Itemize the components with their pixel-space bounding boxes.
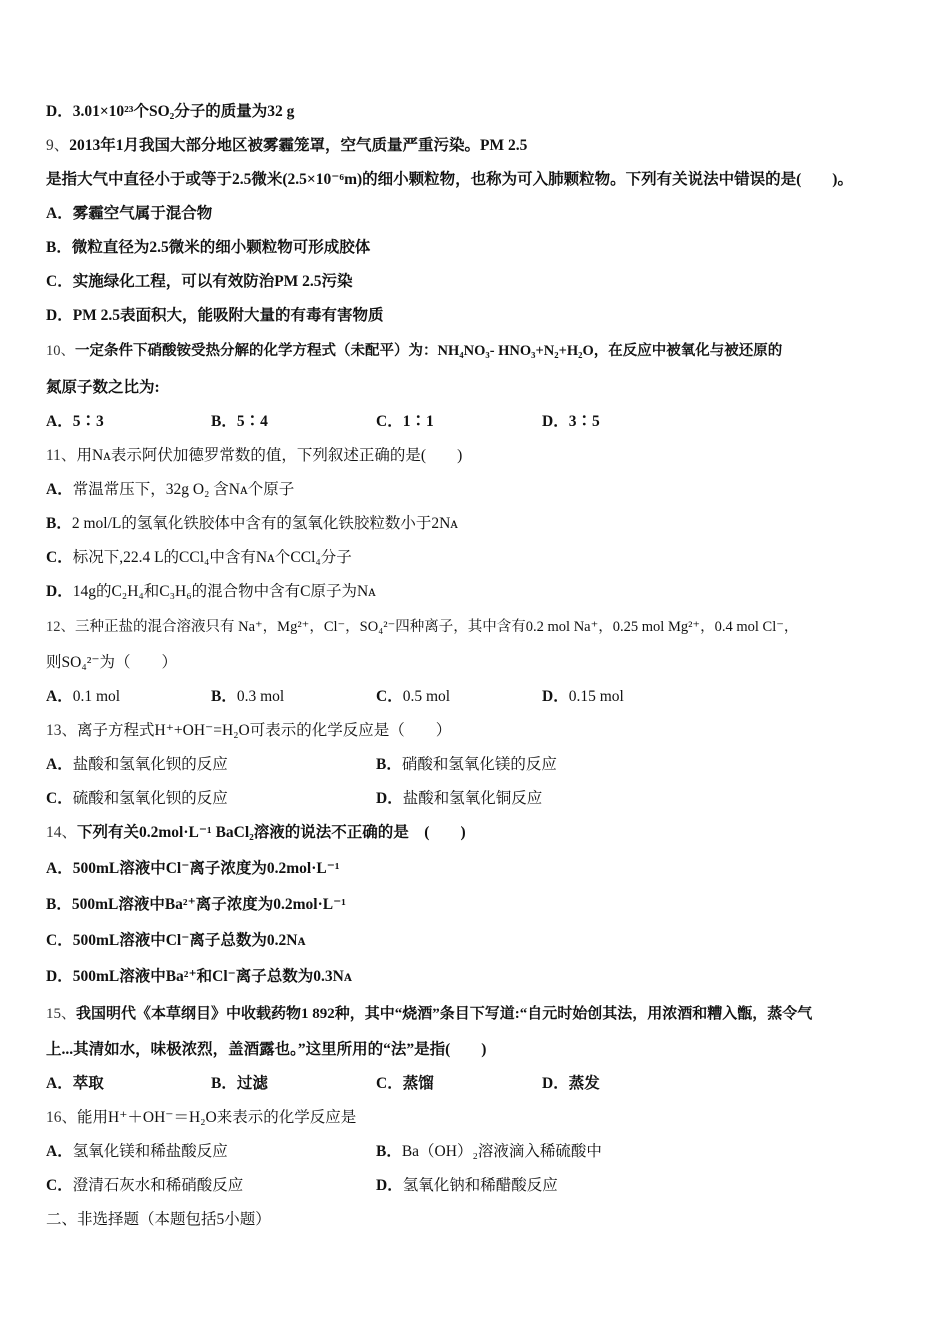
q11-option-a[interactable]: A．常温常压下，32g O₂ 含Nᴀ个原子 — [46, 481, 295, 498]
q15-option-b[interactable]: B．过滤 — [211, 1075, 268, 1092]
q9-option-c[interactable]: C．实施绿化工程，可以有效防治PM 2.5污染 — [46, 273, 353, 290]
q15-number: 15、 — [46, 1006, 77, 1022]
q12-option-d[interactable]: D．0.15 mol — [542, 688, 624, 705]
q9-option-d[interactable]: D．PM 2.5表面积大，能吸附大量的有毒有害物质 — [46, 307, 384, 324]
q11-stem: 11、用Nᴀ表示阿伏加德罗常数的值，下列叙述正确的是( ) — [46, 447, 463, 464]
q11-option-c[interactable]: C．标况下,22.4 L的CCl₄中含有Nᴀ个CCl₄分子 — [46, 549, 352, 566]
q11-option-b[interactable]: B．2 mol/L的氢氧化铁胶体中含有的氢氧化铁胶粒数小于2Nᴀ — [46, 515, 459, 532]
q11-number: 11、 — [46, 447, 77, 464]
prev-question-option-d: D．3.01×10²³个SO₂分子的质量为32 g — [46, 103, 295, 120]
q15-stem-line1: 15、我国明代《本草纲目》中收载药物1 892种，其中“烧酒”条目下写道:“自元时始创其法，用浓酒和糟入甑，蒸令气 — [46, 1006, 813, 1022]
q9-option-a[interactable]: A．雾霾空气属于混合物 — [46, 205, 213, 222]
q10-stem-line1: 10、一定条件下硝酸铵受热分解的化学方程式（未配平）为：NH₄NO₃- HNO₃+N₂+H₂O，在反应中被氧化与被还原的 — [46, 343, 783, 359]
q15-option-a[interactable]: A．萃取 — [46, 1075, 104, 1092]
q14-option-c[interactable]: C．500mL溶液中Cl⁻离子总数为0.2Nᴀ — [46, 932, 306, 949]
q12-stem-line2: 则SO₄²⁻为（ ） — [46, 654, 178, 671]
section-2-heading: 二、非选择题（本题包括5小题） — [46, 1211, 271, 1228]
q13-option-b[interactable]: B．硝酸和氢氧化镁的反应 — [376, 756, 557, 773]
q16-option-c[interactable]: C．澄清石灰水和稀硝酸反应 — [46, 1177, 244, 1194]
q9-number: 9、 — [46, 137, 70, 154]
q14-number: 14、 — [46, 824, 78, 841]
q13-stem: 13、离子方程式H⁺+OH⁻=H₂O可表示的化学反应是（ ） — [46, 722, 452, 739]
q12-number: 12、 — [46, 619, 75, 635]
q13-number: 13、 — [46, 722, 78, 739]
q12-option-c[interactable]: C．0.5 mol — [376, 688, 451, 705]
q16-stem: 16、能用H⁺＋OH⁻＝H₂O来表示的化学反应是 — [46, 1109, 357, 1126]
q15-option-d[interactable]: D．蒸发 — [542, 1075, 600, 1092]
q11-option-d[interactable]: D．14g的C₂H₄和C₃H₆的混合物中含有C原子为Nᴀ — [46, 583, 376, 600]
q16-option-b[interactable]: B．Ba（OH）₂溶液滴入稀硫酸中 — [376, 1143, 602, 1160]
q10-option-c[interactable]: C．1∶1 — [376, 413, 434, 430]
q10-option-a[interactable]: A．5∶3 — [46, 413, 104, 430]
q9-stem-line2: 是指大气中直径小于或等于2.5微米(2.5×10⁻⁶m)的细小颗粒物，也称为可入肺颗粒物。下列有关说法中错误的是( )。 — [46, 171, 853, 188]
q15-stem-line2: 上...其清如水，味极浓烈，盖酒露也。”这里所用的“法”是指( ) — [46, 1041, 487, 1058]
q14-option-b[interactable]: B．500mL溶液中Ba²⁺离子浓度为0.2mol·L⁻¹ — [46, 896, 346, 913]
q14-option-a[interactable]: A．500mL溶液中Cl⁻离子浓度为0.2mol·L⁻¹ — [46, 860, 340, 877]
q12-stem-line1: 12、三种正盐的混合溶液只有 Na⁺，Mg²⁺，Cl⁻，SO₄²⁻四种离子，其中含有0.2 mol Na⁺，0.25 mol Mg²⁺，0.4 mol Cl⁻， — [46, 619, 799, 635]
q14-stem: 14、下列有关0.2mol·L⁻¹ BaCl₂溶液的说法不正确的是 ( ) — [46, 824, 466, 841]
q14-option-d[interactable]: D．500mL溶液中Ba²⁺和Cl⁻离子总数为0.3Nᴀ — [46, 968, 352, 985]
q12-option-a[interactable]: A．0.1 mol — [46, 688, 121, 705]
q13-option-d[interactable]: D．盐酸和氢氧化铜反应 — [376, 790, 543, 807]
q16-option-d[interactable]: D．氢氧化钠和稀醋酸反应 — [376, 1177, 558, 1194]
q10-stem-line2: 氮原子数之比为: — [46, 379, 160, 396]
q13-option-c[interactable]: C．硫酸和氢氧化钡的反应 — [46, 790, 228, 807]
q9-stem-line1: 9、2013年1月我国大部分地区被雾霾笼罩，空气质量严重污染。PM 2.5 — [46, 137, 528, 154]
q12-option-b[interactable]: B．0.3 mol — [211, 688, 285, 705]
q15-option-c[interactable]: C．蒸馏 — [376, 1075, 434, 1092]
q16-number: 16、 — [46, 1109, 78, 1126]
q10-option-d[interactable]: D．3∶5 — [542, 413, 600, 430]
q10-option-b[interactable]: B．5∶4 — [211, 413, 268, 430]
q9-option-b[interactable]: B．微粒直径为2.5微米的细小颗粒物可形成胶体 — [46, 239, 371, 256]
q16-option-a[interactable]: A．氢氧化镁和稀盐酸反应 — [46, 1143, 228, 1160]
q13-option-a[interactable]: A．盐酸和氢氧化钡的反应 — [46, 756, 228, 773]
q10-number: 10、 — [46, 343, 75, 359]
